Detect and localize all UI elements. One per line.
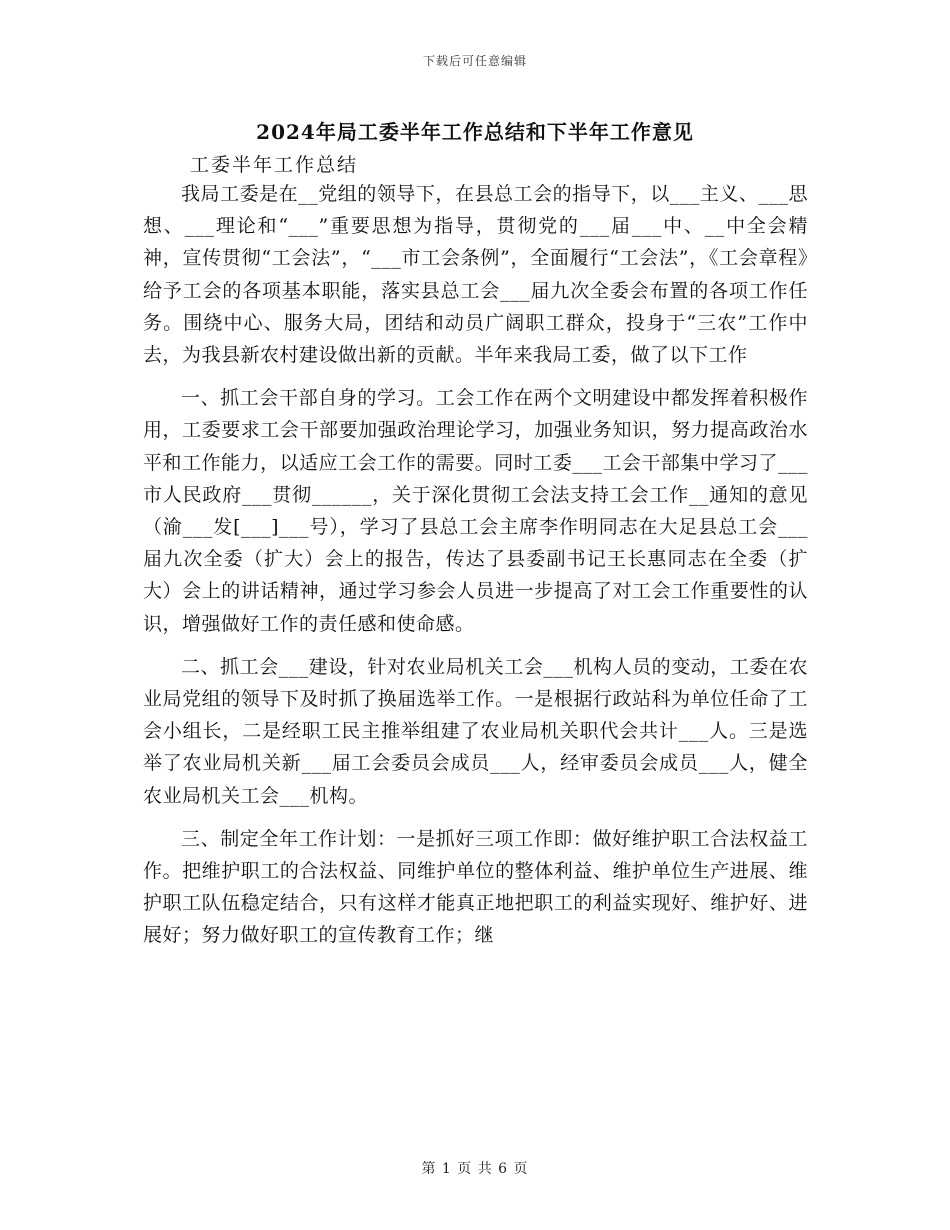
- paragraph-intro: 我局工委是在__党组的领导下，在县总工会的指导下，以___主义、___思想、___理论和“___”重要思想为指导，贯彻党的___届___中、__中全会精神，宣传贯彻“工会法”，“___市工会条例”，全面履行“工会法”，《工会章程》给予工会的各项基本职能，落实县总工会___届九次全委会布置的各项工作任务。围绕中心、服务大局，团结和动员广阔职工群众，投身于“三农”工作中去，为我县新农村建设做出新的贡献。半年来我局工委，做了以下工作: [143, 183, 808, 367]
- page-number: 第 1 页 共 6 页: [421, 1161, 529, 1177]
- document-body: [143, 178, 808, 963]
- paragraph-plan: 三、制定全年工作计划：一是抓好三项工作即：做好维护职工合法权益工作。把维护职工的合法权益、同维护单位的整体利益、维护单位生产进展、维护职工队伍稳定结合，只有这样才能真正地把职工的利益实现好、维护好、进展好；努力做好职工的宣传教育工作；继: [143, 827, 808, 947]
- section-heading: 工委半年工作总结: [190, 154, 359, 176]
- document-title: 2024年局工委半年工作总结和下半年工作意见: [256, 120, 694, 144]
- paragraph-study: 一、抓工会干部自身的学习。工会工作在两个文明建设中都发挥着积极作用，工委要求工会干部要加强政治理论学习，加强业务知识，努力提高政治水平和工作能力，以适应工会工作的需要。同时工委___工会干部集中学习了___市人民政府___贯彻______，关于深化贯彻工会法支持工会工作__通知的意见（渝___发[___]___号），学习了县总工会主席李作明同志在大足县总工会___届九次全委（扩大）会上的报告，传达了县委副书记王长惠同志在全委（扩大）会上的讲话精神，通过学习参会人员进一步提高了对工会工作重要性的认识，增强做好工作的责任感和使命感。: [143, 387, 808, 635]
- header-note: 下载后可任意编辑: [422, 54, 527, 68]
- paragraph-organization: 二、抓工会___建设，针对农业局机关工会___机构人员的变动，工委在农业局党组的领导下及时抓了换届选举工作。一是根据行政站科为单位任命了工会小组长，二是经职工民主推举组建了农业局机关职代会共计___人。三是选举了农业局机关新___届工会委员会成员___人，经审委员会成员___人，健全农业局机关工会___机构。: [143, 655, 808, 807]
